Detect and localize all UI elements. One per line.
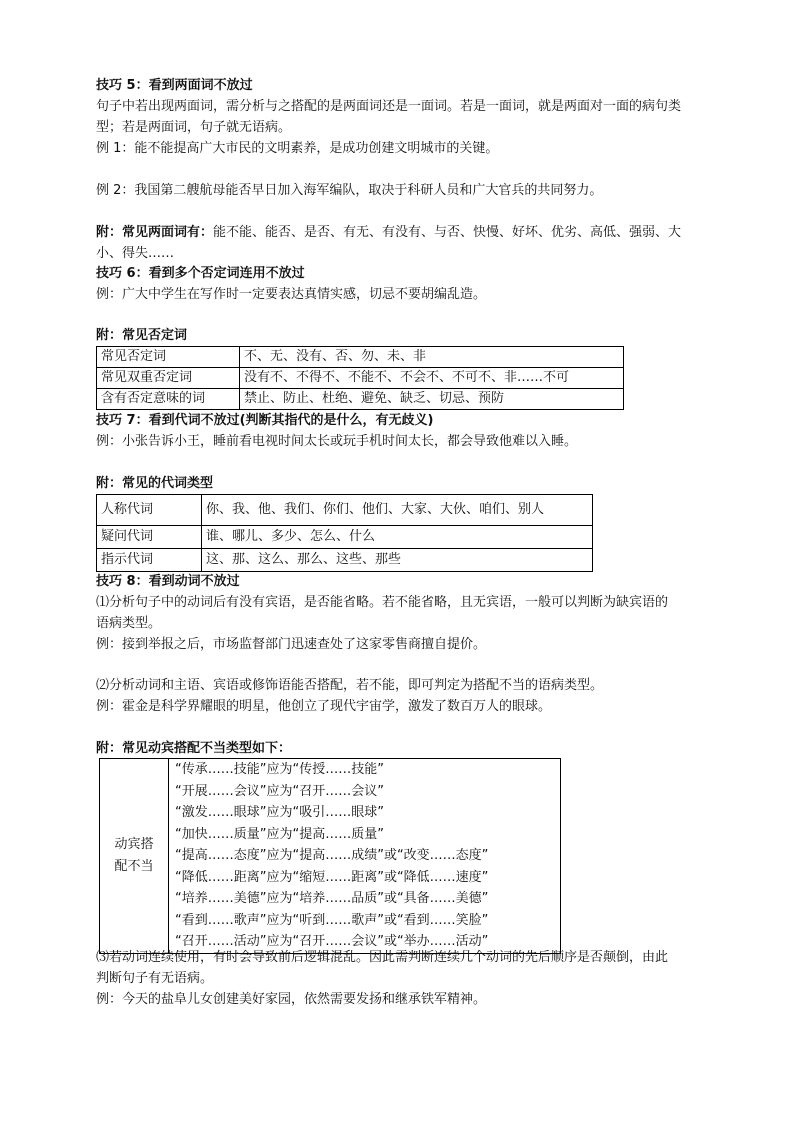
list-item: “降低……距离”应为“缩短……距离”或“降低……速度” <box>175 869 489 885</box>
negation-words-table <box>96 346 624 410</box>
list-item: “激发……眼球”应为“吸引……眼球” <box>175 805 384 820</box>
tip8-point2: ⑵分析动词和主语、宾语或修饰语能否搭配，若不能，即可判定为搭配不当的语病类型。 <box>96 678 604 693</box>
tip5-appendix-line2: 小、得失…… <box>96 246 175 261</box>
table-row <box>97 347 624 368</box>
tip5-example1: 例 1：能不能提高广大市民的文明素养，是成功创建文明城市的关键。 <box>96 141 499 156</box>
tip8-example1: 例：接到举报之后，市场监督部门迅速查处了这家零售商擅自提价。 <box>96 637 487 652</box>
table-cell-value: 这、那、这么、那么、这些、那些 <box>202 549 593 572</box>
verb-object-mismatch-table <box>99 758 561 954</box>
list-item: “培养……美德”应为“培养……品质”或“具备……美德” <box>175 891 489 906</box>
list-item: “传承……技能”应为“传授……技能” <box>175 762 384 777</box>
tip5-example2: 例 2：我国第二艘航母能否早日加入海军编队，取决于科研人员和广大官兵的共同努力。 <box>96 183 603 198</box>
table-cell-value: 谁、哪儿、多少、怎么、什么 <box>202 526 593 549</box>
tip7-example: 例：小张告诉小王，睡前看电视时间太长或玩手机时间太长，都会导致他难以入睡。 <box>96 434 578 449</box>
table-row <box>97 526 593 549</box>
table-row <box>97 368 624 389</box>
table-row <box>97 495 593 526</box>
table-cell-value: 不、无、没有、否、勿、未、非 <box>240 347 624 368</box>
tip7-title-line <box>96 411 433 431</box>
tip5-title: 技巧 5：看到两面词不放过 <box>96 78 253 93</box>
tip8-point1-line1: ⑴分析句子中的动词后有没有宾语，是否能省略。若不能省略，且无宾语，一般可以判断为缺宾语的 <box>96 595 669 610</box>
tip7-title: 技巧 7：看到代词不放过 <box>96 413 240 428</box>
tip8-title: 技巧 8：看到动词不放过 <box>96 574 240 589</box>
tip7-appendix-title: 附：常见的代词类型 <box>96 476 214 491</box>
tip8-point1-line2: 语病类型。 <box>96 616 162 631</box>
table-cell-key: 含有否定意味的词 <box>97 389 240 410</box>
table-cell-key: 常见否定词 <box>97 347 240 368</box>
table-cell-key: 人称代词 <box>97 495 202 526</box>
tip6-title: 技巧 6：看到多个否定词连用不放过 <box>96 266 305 281</box>
tip6-example: 例：广大中学生在写作时一定要表达真情实感，切忌不要胡编乱造。 <box>96 287 487 302</box>
table-cell-key: 指示代词 <box>97 549 202 572</box>
tip5-paragraph-line1: 句子中若出现两面词，需分析与之搭配的是两面词还是一面词。若是一面词，就是两面对一面的病句类 <box>96 99 682 114</box>
table-cell-key: 常见双重否定词 <box>97 368 240 389</box>
table-cell-value: 你、我、他、我们、你们、他们、大家、大伙、咱们、别人 <box>202 495 593 526</box>
tip8-point3-line2: 判断句子有无语病。 <box>96 971 214 986</box>
tip8-point3-line1: ⑶若动词连续使用，有时会导致前后逻辑混乱。因此需判断连续几个动词的先后顺序是否颠倒，由此 <box>96 950 669 965</box>
table-category-label-line2: 配不当 <box>114 858 154 874</box>
tip8-example2: 例：霍金是科学界耀眼的明星，他创立了现代宇宙学，激发了数百万人的眼球。 <box>96 699 552 714</box>
tip7-title-note: (判断其指代的是什么，有无歧义) <box>239 413 434 428</box>
tip8-appendix-title: 附：常见动宾搭配不当类型如下： <box>96 741 292 756</box>
tip5-paragraph-line2: 型；若是两面词，句子就无语病。 <box>96 120 292 135</box>
tip5-appendix-label: 附：常见两面词有： <box>96 225 214 240</box>
tip5-appendix-words: 能不能、能否、是否、有无、有没有、与否、快慢、好坏、优劣、高低、强弱、大 <box>213 225 682 240</box>
list-item: “开展……会议”应为“召开……会议” <box>175 783 384 799</box>
tip6-appendix-title: 附：常见否定词 <box>96 328 188 343</box>
table-category-label-line1: 动宾搭 <box>114 836 154 852</box>
table-cell-key: 疑问代词 <box>97 526 202 549</box>
table-items-cell <box>169 759 561 954</box>
table-cell-value: 禁止、防止、杜绝、避免、缺乏、切忌、预防 <box>240 389 624 410</box>
table-category-cell <box>100 759 169 954</box>
list-item: “提高……态度”应为“提高……成绩”或“改变……态度” <box>175 848 489 863</box>
table-row <box>97 389 624 410</box>
pronoun-types-table <box>96 494 593 572</box>
tip8-example3: 例：今天的盐阜儿女创建美好家园，依然需要发扬和继承铁军精神。 <box>96 992 487 1007</box>
table-row <box>97 549 593 572</box>
list-item: “看到……歌声”应为“听到……歌声”或“看到……笑脸” <box>175 912 489 928</box>
table-cell-value: 没有不、不得不、不能不、不会不、不可不、非……不可 <box>240 368 624 389</box>
tip5-appendix-line1 <box>96 223 681 243</box>
table-row <box>100 759 561 954</box>
list-item: “召开……活动”应为“召开……会议”或“举办……活动” <box>175 934 489 949</box>
list-item: “加快……质量”应为“提高……质量” <box>175 826 384 842</box>
